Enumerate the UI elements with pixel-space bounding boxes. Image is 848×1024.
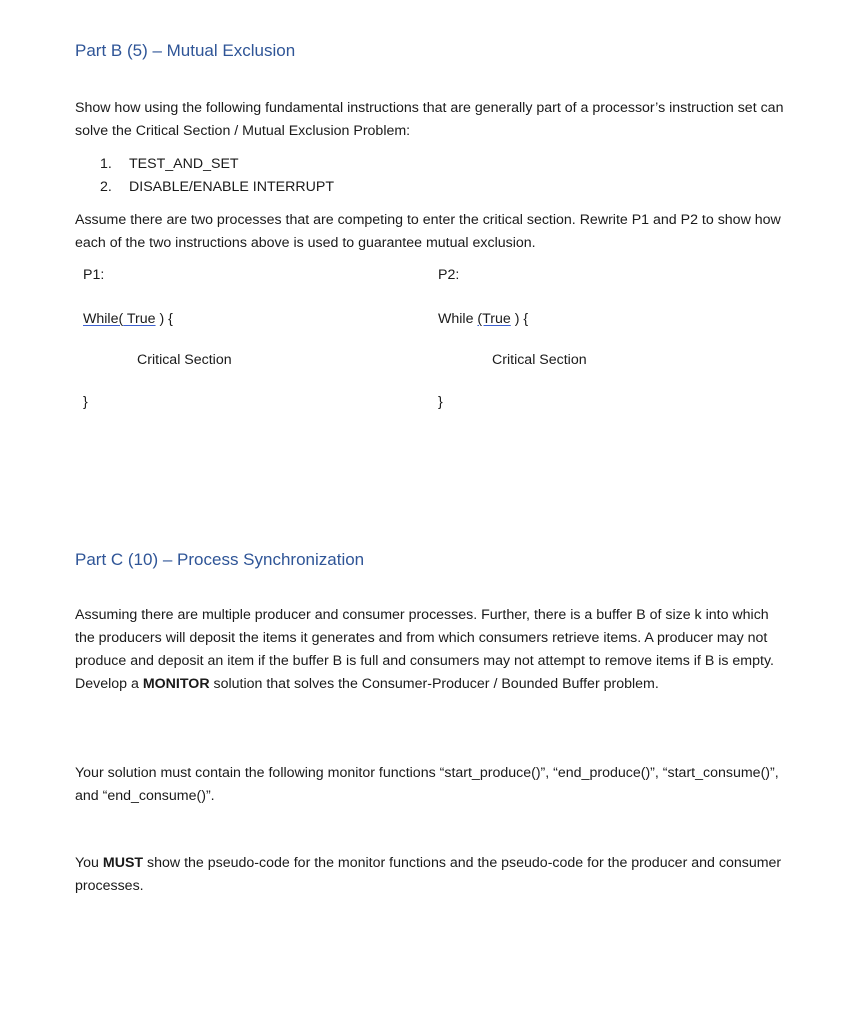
fn-end-produce: end_produce(): [557, 765, 651, 781]
p2-critical-section: Critical Section: [492, 352, 587, 368]
list-item: [100, 179, 334, 195]
part-c-para2-text: Your solution must contain the following monitor functions “: [75, 765, 445, 781]
p2-while-end: ) {: [510, 311, 529, 327]
part-c-paragraph-1: [75, 604, 790, 696]
p1-critical-section: Critical Section: [137, 352, 232, 368]
p2-close-brace: }: [438, 394, 443, 410]
part-b-intro: Show how using the following fundamental instructions that are generally part of a processor’s instruction set can solve the Critical Section / Mutual Exclusion Problem:: [75, 100, 784, 139]
fn-end-consume: end_consume(): [107, 788, 206, 804]
part-c-para3-text: You: [75, 855, 103, 871]
p2-true-keyword: (True: [477, 311, 511, 327]
p1-while-end: ) {: [155, 311, 173, 327]
list-item: [100, 156, 239, 172]
part-c-para2-sep: ”, “: [650, 765, 668, 781]
p1-while-line: [83, 308, 173, 331]
p1-close-brace: }: [83, 394, 88, 410]
part-c-para1-text-end: solution that solves the Consumer-Producer / Bounded Buffer problem.: [209, 676, 659, 692]
part-c-para1-text: Assuming there are multiple producer and consumer processes. Further, there is a buffer B of size k into which the producers will deposit the items it generates and from which consumers retrieve items. A producer may not produce and deposit an item if the buffer B is full and consumers may not attempt to remove items if B is empty. Develop a: [75, 607, 774, 692]
part-c-para2-sep: ”, “: [540, 765, 558, 781]
p1-true-keyword: True: [123, 311, 156, 327]
part-c-heading: Part C (10) – Process Synchronization: [75, 550, 365, 569]
list-text: DISABLE/ENABLE INTERRUPT: [129, 179, 334, 195]
fn-start-consume: start_consume(): [667, 765, 771, 781]
p1-while-keyword: While(: [83, 311, 124, 327]
fn-start-produce: start_produce(): [444, 765, 541, 781]
monitor-keyword: MONITOR: [142, 676, 210, 692]
part-c-para3-text-end: show the pseudo-code for the monitor functions and the pseudo-code for the producer and consumer processes.: [75, 855, 782, 894]
part-c-paragraph-2: [75, 762, 790, 808]
list-number: 1.: [100, 156, 112, 172]
part-c-paragraph-3: [75, 852, 790, 898]
p2-while-keyword: While: [438, 311, 478, 327]
must-keyword: MUST: [102, 855, 144, 871]
part-c-para2-sep: ”, and “: [75, 765, 779, 804]
p2-while-line: [438, 308, 528, 331]
list-number: 2.: [100, 179, 112, 195]
p1-label: P1:: [83, 267, 105, 283]
list-text: TEST_AND_SET: [129, 156, 239, 172]
part-c-para2-end: ”.: [205, 788, 215, 804]
part-b-heading: Part B (5) – Mutual Exclusion: [75, 41, 296, 60]
part-b-assume: Assume there are two processes that are competing to enter the critical section. Rewrite P1 and P2 to show how each of the two instructions above is used to guarantee mutual exclusion.: [75, 212, 781, 251]
p2-label: P2:: [438, 267, 460, 283]
